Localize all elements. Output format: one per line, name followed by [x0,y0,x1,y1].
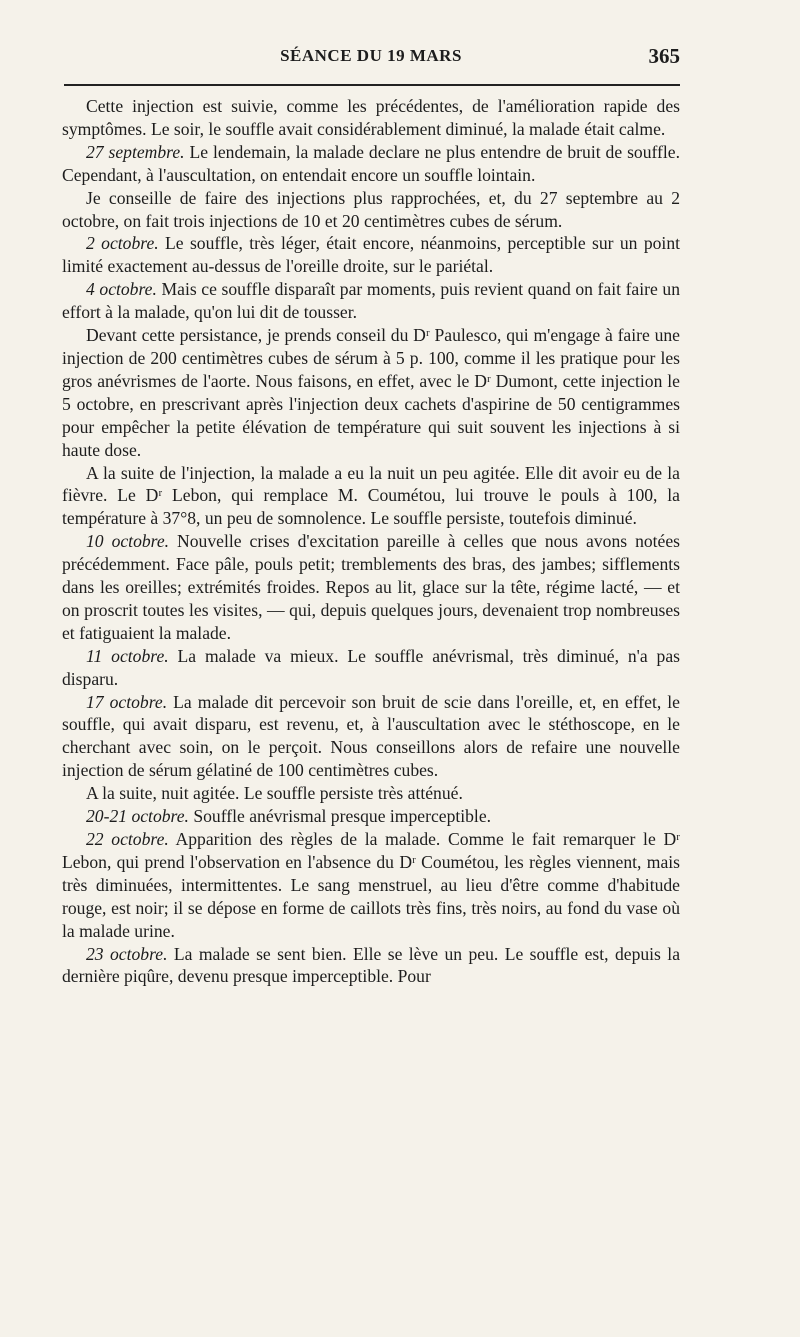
paragraph [62,943,680,989]
paragraph-date: 17 octobre. [86,691,168,712]
paragraph [62,805,680,828]
paragraph-text: Souffle anévrismal presque imperceptible. [188,806,492,827]
paragraph-date: 2 octobre. [86,233,159,254]
paragraph-date: 23 octobre. [86,943,168,964]
paragraph-text: La malade dit percevoir son bruit de scie dans l'oreille, et, en effet, le souffle, qui avait disparu, est revenu, et, à l'auscultation avec le stéthoscope, en le cherchant avec soin, on le perçoit. Nous conseillons alors de refaire une nouvelle injection de sérum gélatiné de 100 centimètres cubes. [62,691,680,781]
paragraph [62,691,680,783]
page-header [62,44,680,74]
paragraph [62,828,680,943]
paragraph-text: A la suite de l'injection, la malade a eu la nuit un peu agitée. Elle dit avoir eu de la fièvre. Le Dʳ Lebon, qui remplace M. Coumétou, lui trouve le pouls à 100, la température à 37°8, un peu de somnolence. Le souffle persiste, toutefois diminué. [62,462,680,529]
paragraph-text: La malade va mieux. Le souffle anévrismal, très diminué, n'a pas disparu. [62,645,680,689]
paragraph [62,530,680,645]
paragraph-text: Apparition des règles de la malade. Comme le fait remarquer le Dʳ Lebon, qui prend l'observation en l'absence du Dʳ Coumétou, les règles viennent, mais très diminuées, intermittentes. Le sang menstruel, au lieu d'être comme d'habitude rouge, est noir; il se dépose en forme de caillots très fins, très noirs, au fond du vase où la malade urine. [62,829,681,941]
body-text [62,95,680,988]
paragraph [62,782,680,805]
paragraph-text: Mais ce souffle disparaît par moments, puis revient quand on fait faire un effort à la malade, qu'on lui dit de tousser. [62,279,680,323]
paragraph-date: 22 octobre. [86,829,169,849]
paragraph-text: Nouvelle crises d'excitation pareille à celles que nous avons notées précédemment. Face pâle, pouls petit; tremblements des bras, des jambes; sifflements dans les oreilles; extrémités froides. Repos au lit, glace sur la tête, régime lacté, — et on proscrit toutes les visites, — qui, depuis quelques jours, devenaient trop nombreuses et fatiguaient la malade. [62,531,681,643]
paragraph-text: Je conseille de faire des injections plus rapprochées, et, du 27 septembre au 2 octobre, on fait trois injections de 10 et 20 centimètres cubes de sérum. [62,187,680,231]
paragraph [62,324,680,461]
paragraph [62,141,680,187]
paragraph-date: 10 octobre. [86,531,170,552]
paragraph [62,95,680,141]
paragraph-text: A la suite, nuit agitée. Le souffle persiste très atténué. [86,783,463,804]
paragraph [62,645,680,691]
paragraph-text: Cette injection est suivie, comme les précédentes, de l'amélioration rapide des symptômes. Le soir, le souffle avait considérablement diminué, la malade était calme. [62,96,680,139]
paragraph-date: 11 octobre. [86,645,169,666]
paragraph-text: Devant cette persistance, je prends conseil du Dʳ Paulesco, qui m'engage à faire une injection de 200 centimètres cubes de sérum à 5 p. 100, comme il les pratique pour les gros anévrismes de l'aorte. Nous faisons, en effet, avec le Dʳ Dumont, cette injection le 5 octobre, en prescrivant après l'injection deux cachets d'aspirine de 50 centigrammes pour empêcher la petite élévation de température qui suit souvent les injections à si haute dose. [62,325,680,460]
paragraph-date: 20-21 octobre. [86,806,189,827]
paragraph-text: Le souffle, très léger, était encore, néanmoins, perceptible sur un point limité exactement au-dessus de l'oreille droite, sur le pariétal. [62,233,680,277]
paragraph [62,462,680,531]
paragraph-text: Le lendemain, la malade declare ne plus entendre de bruit de souffle. Cependant, à l'auscultation, on entendait encore un souffle lointain. [62,141,681,185]
paragraph-date: 27 septembre. [86,141,185,162]
paragraph-text: La malade se sent bien. Elle se lève un peu. Le souffle est, depuis la dernière piqûre, devenu presque imperceptible. Pour [62,943,680,987]
header-rule [64,84,680,86]
paragraph [62,278,680,324]
paragraph-date: 4 octobre. [86,279,157,300]
running-title: SÉANCE DU 19 MARS [280,46,462,65]
page-number: 365 [648,44,680,68]
paragraph [62,232,680,278]
paragraph [62,187,680,233]
